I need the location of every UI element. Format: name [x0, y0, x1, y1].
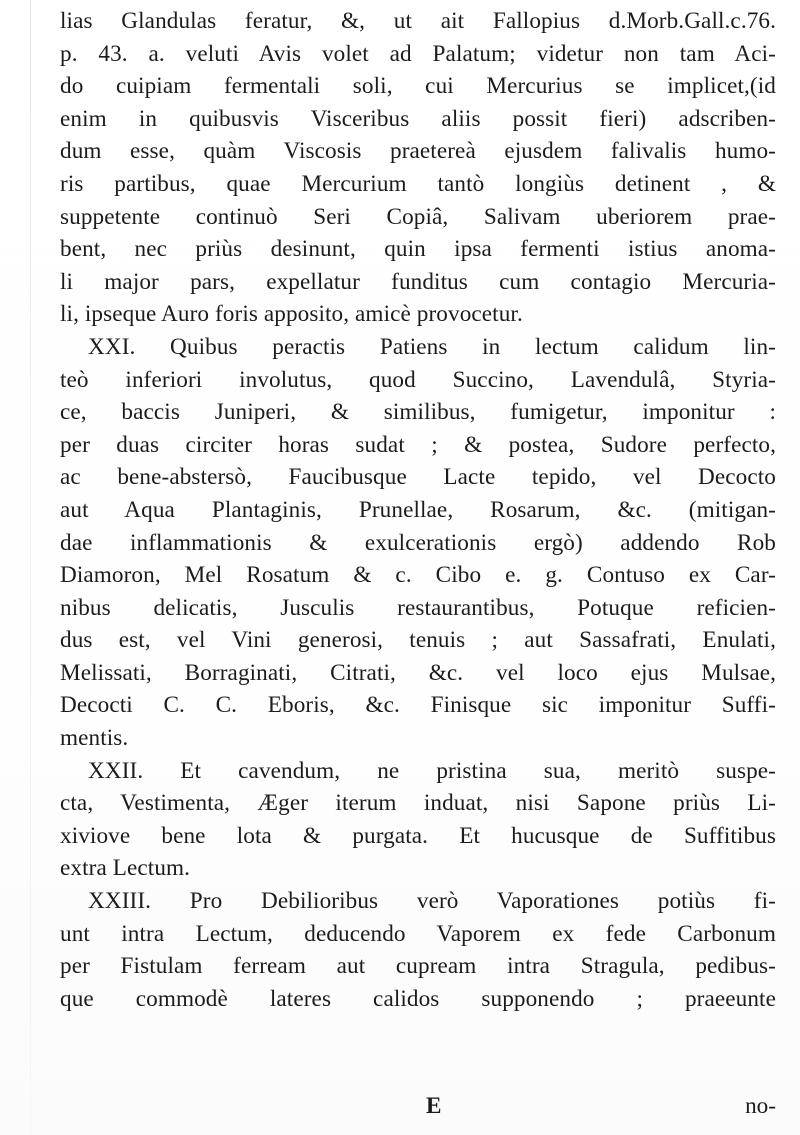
text-line: unt intra Lectum, deducendo Vaporem ex fede Carbonum — [60, 920, 776, 947]
section-heading-xxiii: XXIII. Pro Debilioribus verò Vaporationes potiùs fi- — [88, 888, 776, 915]
text-line: xiviove bene lota & purgata. Et hucusque de Suffitibus — [60, 822, 776, 849]
text-line: per duas circiter horas sudat ; & postea, Sudore perfecto, — [60, 431, 776, 458]
section-heading-xxi: XXI. Quibus peractis Patiens in lectum calidum lin- — [88, 333, 776, 360]
text-line: suppetente continuò Seri Copiâ, Salivam uberiorem prae- — [60, 203, 776, 230]
section-heading-xxii: XXII. Et cavendum, ne pristina sua, meritò suspe- — [88, 757, 776, 784]
text-line: aut Aqua Plantaginis, Prunellae, Rosarum, &c. (mitigan- — [60, 496, 776, 523]
signature-mark: E — [426, 1093, 442, 1119]
text-line: dus est, vel Vini generosi, tenuis ; aut Sassafrati, Enulati, — [60, 627, 776, 654]
text-line: li major pars, expellatur funditus cum contagio Mercuria- — [60, 268, 776, 295]
text-line: bent, nec priùs desinunt, quin ipsa fermenti istius anoma- — [60, 236, 776, 263]
text-line: enim in quibusvis Visceribus aliis possit fieri) adscriben- — [60, 105, 776, 132]
page-footer — [60, 1093, 776, 1125]
text-line: nibus delicatis, Jusculis restaurantibus, Potuque reficien- — [60, 594, 776, 621]
text-line: cta, Vestimenta, Æger iterum induat, nisi Sapone priùs Li- — [60, 790, 776, 817]
text-line: ce, baccis Juniperi, & similibus, fumigetur, imponitur : — [60, 399, 776, 426]
text-line: do cuipiam fermentali soli, cui Mercurius se implicet,(id — [60, 73, 776, 100]
text-line: per Fistulam ferream aut cupream intra Stragula, pedibus- — [60, 953, 776, 980]
text-line: teò inferiori involutus, quod Succino, Lavendulâ, Styria- — [60, 366, 776, 393]
catchword: no- — [745, 1093, 776, 1119]
text-line: que commodè lateres calidos supponendo ; praeeunte — [60, 985, 776, 1012]
text-line: Melissati, Borraginati, Citrati, &c. vel loco ejus Mulsae, — [60, 659, 776, 686]
text-line: Decocti C. C. Eboris, &c. Finisque sic imponitur Suffi- — [60, 692, 776, 719]
text-line: lias Glandulas feratur, &, ut ait Fallopius d.Morb.Gall.c.76. — [60, 8, 776, 34]
text-line: ac bene-abstersò, Faucibusque Lacte tepido, vel Decocto — [60, 464, 776, 491]
text-line: ris partibus, quae Mercurium tantò longiùs detinent , & — [60, 170, 776, 197]
text-line: mentis. — [60, 725, 129, 752]
text-line: dum esse, quàm Viscosis praetereà ejusdem falivalis humo- — [60, 138, 776, 165]
text-line: extra Lectum. — [60, 855, 191, 882]
text-line: li, ipseque Auro foris apposito, amicè provocetur. — [60, 301, 523, 328]
text-line: Diamoron, Mel Rosatum & c. Cibo e. g. Contuso ex Car- — [60, 562, 776, 589]
text-line: p. 43. a. veluti Avis volet ad Palatum; videtur non tam Aci- — [60, 40, 776, 67]
text-line: dae inflammationis & exulcerationis ergò) addendo Rob — [60, 529, 776, 556]
latin-text-block — [60, 5, 776, 1015]
page-fold-shadow — [30, 0, 31, 1135]
